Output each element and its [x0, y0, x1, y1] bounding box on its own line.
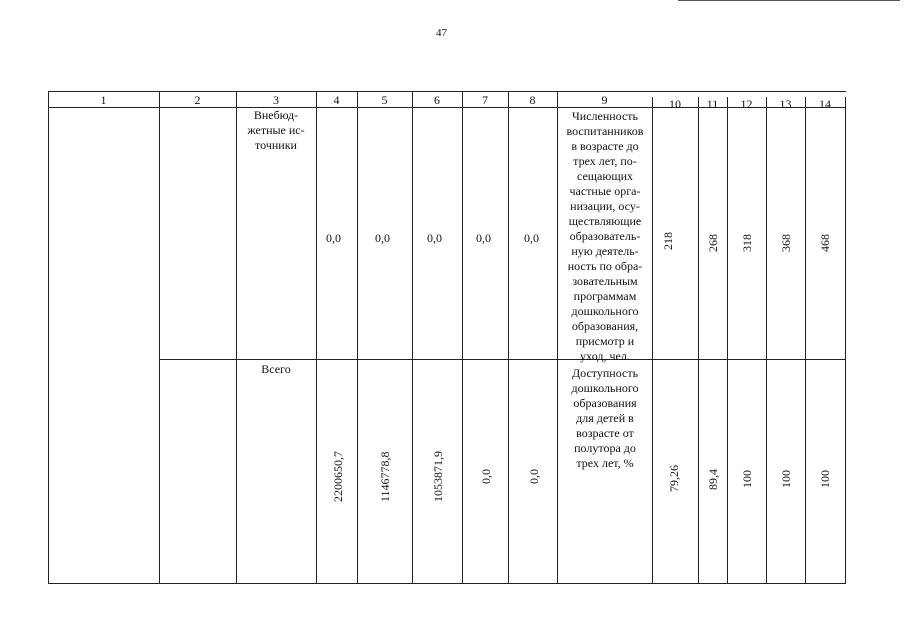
col-border [159, 91, 160, 584]
col-border [462, 91, 463, 584]
header-cell: 8 [529, 93, 536, 107]
target-value: 100 [740, 470, 754, 488]
header-cell: 10 [669, 97, 681, 111]
value-cell: 1053871,9 [431, 451, 445, 502]
header-cell: 13 [779, 97, 792, 111]
col-border [48, 91, 49, 584]
value-cell: 1146778,8 [378, 451, 392, 502]
funding-source-label: Всего [261, 362, 291, 376]
col-border [805, 97, 806, 584]
target-value: 89,4 [706, 469, 720, 490]
target-value: 468 [818, 234, 832, 252]
col-border [357, 91, 358, 584]
col-border [508, 91, 509, 584]
target-value: 100 [818, 470, 832, 488]
header-cell: 9 [601, 93, 608, 107]
value-cell: 0,0 [476, 231, 491, 245]
value-cell: 0,0 [375, 231, 390, 245]
target-value: 100 [779, 470, 793, 488]
table-border-top [48, 91, 846, 92]
col-border [845, 97, 846, 584]
header-cell: 14 [819, 97, 831, 111]
value-cell: 0,0 [427, 231, 442, 245]
page-number: 47 [436, 27, 447, 39]
funding-source-label: Внебюд- жетные ис- точники [247, 108, 305, 152]
target-value: 79,26 [667, 465, 681, 492]
target-value: 318 [740, 234, 754, 252]
header-cell: 6 [434, 93, 440, 107]
col-border [652, 97, 653, 584]
col-border [766, 97, 767, 584]
header-cell: 5 [381, 93, 388, 107]
header-cell: 2 [194, 93, 201, 107]
value-cell: 0,0 [326, 231, 341, 245]
value-cell: 0,0 [527, 469, 541, 484]
target-value: 218 [661, 232, 675, 250]
col-border [412, 91, 413, 584]
target-value: 268 [706, 234, 720, 252]
header-cell: 11 [706, 97, 719, 111]
col-border [698, 97, 699, 584]
header-cell: 3 [273, 93, 279, 107]
header-cell: 7 [482, 93, 488, 107]
target-value: 368 [779, 234, 793, 252]
header-cell: 1 [100, 93, 107, 107]
value-cell: 0,0 [479, 469, 493, 484]
row-divider [159, 359, 846, 360]
col-border [236, 91, 237, 584]
col-border [316, 91, 317, 584]
header-cell: 12 [740, 97, 753, 111]
value-cell: 2200650,7 [331, 451, 345, 502]
value-cell: 0,0 [524, 231, 539, 245]
header-cell: 4 [333, 93, 340, 107]
indicator-description: Численность воспитанников в возрасте до трех лет, по- сещающих частные орга- низации, осу- ществляющие образователь- ную деятель- ность по обра- зовательным программам дошкольного образования, присмотр и уход, чел. [566, 109, 644, 363]
col-border [727, 97, 728, 584]
indicator-description: Доступность дошкольного образования для детей в возрасте от полутора до трех лет, % [571, 366, 639, 470]
